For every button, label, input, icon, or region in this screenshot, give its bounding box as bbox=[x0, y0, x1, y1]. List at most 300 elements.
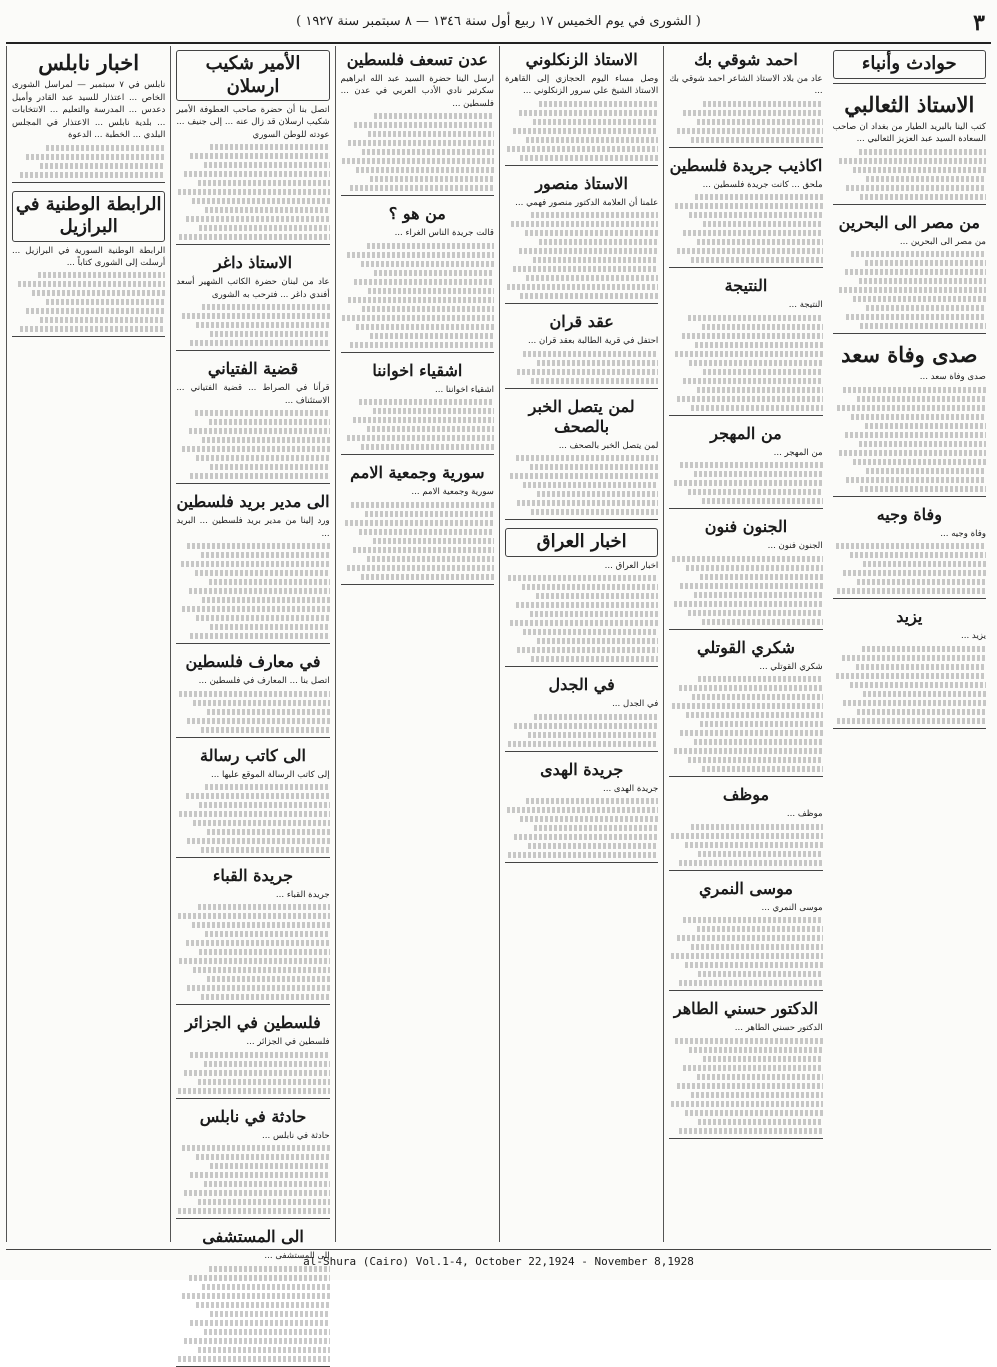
text-line bbox=[672, 703, 822, 709]
text-line bbox=[348, 140, 494, 146]
text-line bbox=[40, 163, 166, 169]
article-body: اخبار العراق ... bbox=[604, 560, 659, 571]
text-line bbox=[347, 565, 494, 571]
article-headline: سورية وجمعية الامم bbox=[350, 463, 485, 483]
text-line bbox=[342, 315, 494, 321]
article-divider bbox=[833, 598, 986, 599]
text-line bbox=[698, 676, 822, 682]
article-headline: في معارف فلسطين bbox=[185, 652, 321, 672]
text-line bbox=[368, 288, 494, 294]
text-line bbox=[361, 574, 494, 580]
text-line bbox=[46, 299, 166, 305]
article-divider bbox=[341, 584, 494, 585]
text-line bbox=[202, 304, 329, 310]
text-line bbox=[688, 315, 823, 321]
article-divider bbox=[341, 195, 494, 196]
text-line bbox=[860, 194, 986, 200]
article-divider bbox=[505, 751, 658, 752]
text-line bbox=[187, 838, 330, 844]
text-line bbox=[862, 646, 986, 652]
article bbox=[176, 1013, 329, 1098]
text-line bbox=[361, 444, 494, 450]
article bbox=[669, 424, 822, 509]
text-line bbox=[210, 464, 330, 470]
article-divider bbox=[176, 1218, 329, 1219]
text-line bbox=[374, 113, 494, 119]
text-line bbox=[198, 904, 330, 910]
text-line bbox=[198, 1079, 330, 1085]
article-body: احتفل في قرية الطالبة بعقد قران ... bbox=[528, 336, 659, 347]
article-body: عاد من لبنان حضرة الكاتب الشهير أسعد أفندي داغر ... فترحب به الشورى bbox=[176, 277, 330, 300]
article-body: لمن يتصل الخبر بالصحف ... bbox=[558, 440, 659, 451]
text-line bbox=[698, 971, 822, 977]
article-body: موسى النمري ... bbox=[761, 902, 823, 913]
text-line bbox=[367, 426, 494, 432]
text-line bbox=[196, 322, 329, 328]
text-line bbox=[205, 931, 329, 937]
text-line bbox=[679, 685, 823, 691]
article-divider bbox=[176, 1098, 329, 1099]
article-headline: الدكتور حسني الطاهر bbox=[673, 999, 819, 1019]
text-line bbox=[507, 146, 659, 152]
text-line bbox=[353, 547, 494, 553]
article-headline: فلسطين في الجزائر bbox=[185, 1013, 321, 1033]
article-body: ارسل الينا حضرة السيد عبد الله ابراهيم سكرتير نادي الأدب العربي في عدن ... فلسطين ... bbox=[340, 74, 494, 109]
article-divider bbox=[833, 83, 986, 84]
article-headline: موسى النمري bbox=[699, 878, 793, 898]
article bbox=[176, 866, 329, 1005]
text-line bbox=[689, 360, 822, 366]
article bbox=[176, 652, 329, 737]
text-line bbox=[700, 574, 823, 580]
text-line bbox=[186, 793, 330, 799]
text-line bbox=[675, 203, 822, 209]
text-line bbox=[836, 673, 986, 679]
text-line bbox=[508, 852, 658, 858]
article-divider bbox=[669, 629, 822, 630]
article-divider bbox=[176, 483, 329, 484]
article bbox=[176, 253, 329, 351]
text-line bbox=[350, 185, 494, 191]
article-headline: احمد شوقي بك bbox=[694, 50, 798, 69]
text-line bbox=[837, 405, 986, 411]
text-line bbox=[20, 172, 166, 178]
text-line bbox=[531, 212, 658, 218]
text-line bbox=[18, 281, 165, 287]
article-body: قرأنا في الصراط ... قضية الفتياني ... الاستئناف ... bbox=[176, 383, 330, 406]
text-line bbox=[520, 816, 658, 822]
article-headline: من المهجر bbox=[710, 423, 782, 443]
text-line bbox=[859, 278, 986, 284]
text-line bbox=[202, 437, 329, 443]
text-line bbox=[373, 408, 494, 414]
text-line bbox=[686, 712, 822, 718]
text-line bbox=[205, 784, 329, 790]
article bbox=[341, 361, 494, 455]
text-line bbox=[184, 1190, 330, 1196]
article-divider bbox=[669, 147, 822, 148]
text-line bbox=[186, 940, 330, 946]
text-line bbox=[843, 570, 986, 576]
article-body: فلسطين في الجزائر ... bbox=[246, 1037, 330, 1048]
text-line bbox=[207, 709, 330, 715]
text-line bbox=[347, 252, 494, 258]
text-line bbox=[677, 128, 823, 134]
article-headline: عقد قران bbox=[549, 312, 614, 332]
text-line bbox=[866, 176, 986, 182]
article-headline: حوادث وأنباء bbox=[833, 50, 986, 79]
text-line bbox=[537, 491, 658, 497]
text-line bbox=[691, 137, 823, 143]
article-body: يزيد ... bbox=[961, 631, 986, 642]
text-line bbox=[190, 633, 330, 639]
article-body: كتب الينا بالبريد الطيار من بغداد ان صاحب السعادة السيد عبد العزيز الثعالبي ... bbox=[832, 121, 986, 145]
text-line bbox=[688, 757, 823, 763]
text-line bbox=[210, 144, 330, 150]
article-divider bbox=[176, 737, 329, 738]
text-line bbox=[671, 953, 823, 959]
article-body: في الجدل ... bbox=[612, 699, 659, 710]
text-line bbox=[351, 502, 494, 508]
text-line bbox=[853, 459, 986, 465]
text-line bbox=[365, 511, 494, 517]
article bbox=[833, 607, 986, 728]
text-line bbox=[520, 293, 658, 299]
article-headline: جريدة القباء bbox=[212, 865, 294, 885]
text-line bbox=[201, 994, 330, 1000]
text-line bbox=[683, 230, 823, 236]
text-line bbox=[182, 446, 329, 452]
text-line bbox=[703, 1056, 823, 1062]
text-line bbox=[694, 739, 823, 745]
article-headline: الاستاذ الثعالبي bbox=[844, 91, 975, 117]
text-line bbox=[370, 176, 494, 182]
text-line bbox=[210, 1311, 330, 1317]
text-line bbox=[204, 1329, 330, 1335]
text-line bbox=[683, 917, 823, 923]
text-line bbox=[534, 714, 658, 720]
text-line bbox=[697, 387, 823, 393]
article-headline: صدى وفاة سعد bbox=[841, 342, 978, 368]
text-line bbox=[184, 1070, 330, 1076]
text-line bbox=[190, 340, 330, 346]
text-line bbox=[362, 149, 494, 155]
article-divider bbox=[669, 508, 822, 509]
text-line bbox=[189, 588, 330, 594]
article-headline: شكري القوتلي bbox=[697, 637, 795, 657]
text-line bbox=[192, 198, 330, 204]
text-line bbox=[198, 180, 330, 186]
text-line bbox=[356, 167, 494, 173]
article-body: حادثة في نابلس ... bbox=[262, 1130, 330, 1141]
text-line bbox=[688, 489, 823, 495]
text-line bbox=[196, 1302, 329, 1308]
text-line bbox=[853, 296, 986, 302]
article-headline: الاستاذ منصور bbox=[535, 173, 628, 193]
article-body: نابلس في ٧ سبتمبر — لمراسل الشورى الخاص ... اعتذار للسيد عبد القادر وأميل دعدس ... المدرسة والتعليم ... الانتخابات ... بلدية نابلس ... الاعتذار في المجلس البلدي ... الخطبة ... الدعوة bbox=[12, 80, 166, 141]
article bbox=[669, 276, 822, 415]
text-line bbox=[190, 1172, 330, 1178]
text-line bbox=[845, 269, 986, 275]
article bbox=[669, 638, 822, 777]
text-line bbox=[685, 1110, 823, 1116]
article-body: علمنا أن العلامة الدكتور منصور فهمي ... bbox=[515, 197, 659, 208]
article-divider bbox=[669, 990, 822, 991]
article-divider bbox=[505, 165, 658, 166]
text-line bbox=[846, 477, 986, 483]
text-line bbox=[189, 428, 330, 434]
text-line bbox=[677, 248, 823, 254]
text-line bbox=[359, 529, 494, 535]
text-line bbox=[190, 153, 330, 159]
text-line bbox=[856, 664, 986, 670]
text-line bbox=[533, 257, 659, 263]
text-line bbox=[694, 592, 823, 598]
article-headline: قضية الفتياني bbox=[207, 359, 299, 379]
text-line bbox=[863, 691, 986, 697]
text-line bbox=[20, 326, 166, 332]
column-2 bbox=[170, 46, 334, 1262]
article-divider bbox=[833, 204, 986, 205]
text-line bbox=[190, 473, 330, 479]
article-divider bbox=[12, 182, 165, 183]
text-line bbox=[359, 399, 494, 405]
text-line bbox=[374, 270, 494, 276]
text-line bbox=[674, 601, 823, 607]
article bbox=[341, 204, 494, 352]
column-5 bbox=[663, 46, 827, 1242]
text-line bbox=[857, 396, 986, 402]
text-line bbox=[674, 748, 823, 754]
text-line bbox=[199, 225, 329, 231]
text-line bbox=[526, 137, 658, 143]
article-divider bbox=[341, 352, 494, 353]
text-line bbox=[353, 417, 494, 423]
text-line bbox=[526, 275, 658, 281]
text-line bbox=[691, 944, 823, 950]
archive-footer bbox=[6, 1249, 991, 1272]
article bbox=[505, 312, 658, 388]
article-body: ملحق ... كانت جريدة فلسطين ... bbox=[702, 179, 823, 190]
article-body: عاد من بلاد الاستاذ الشاعر احمد شوقي بك ... bbox=[669, 74, 823, 97]
text-line bbox=[32, 290, 165, 296]
text-line bbox=[210, 624, 330, 630]
article-divider bbox=[505, 303, 658, 304]
text-line bbox=[347, 435, 494, 441]
text-line bbox=[516, 455, 659, 461]
text-line bbox=[184, 1338, 330, 1344]
text-line bbox=[204, 1061, 330, 1067]
article-headline: الاستاذ داغر bbox=[213, 253, 293, 273]
text-line bbox=[531, 378, 658, 384]
article bbox=[505, 397, 658, 520]
text-line bbox=[196, 455, 329, 461]
text-line bbox=[511, 221, 658, 227]
text-line bbox=[671, 1101, 823, 1107]
text-line bbox=[362, 306, 494, 312]
text-line bbox=[192, 922, 330, 928]
article bbox=[176, 746, 329, 858]
text-line bbox=[361, 261, 494, 267]
article-headline: لمن يتصل الخبر بالصحف bbox=[528, 396, 635, 436]
text-line bbox=[196, 1154, 329, 1160]
text-line bbox=[533, 119, 659, 125]
article-headline: الجنون فنون bbox=[704, 517, 788, 537]
text-line bbox=[683, 110, 823, 116]
text-line bbox=[685, 962, 823, 968]
text-line bbox=[207, 829, 330, 835]
text-line bbox=[201, 727, 330, 733]
text-line bbox=[46, 145, 166, 151]
text-line bbox=[674, 480, 823, 486]
text-line bbox=[537, 638, 658, 644]
article bbox=[505, 174, 658, 304]
article bbox=[505, 675, 658, 751]
text-line bbox=[519, 110, 659, 116]
text-line bbox=[189, 1275, 330, 1281]
text-line bbox=[373, 538, 494, 544]
article-headline: اشقياء اخواننا bbox=[372, 360, 463, 380]
article-divider bbox=[341, 454, 494, 455]
column-1 bbox=[6, 46, 170, 1242]
text-line bbox=[517, 369, 658, 375]
text-line bbox=[859, 149, 986, 155]
text-line bbox=[517, 647, 658, 653]
text-line bbox=[182, 606, 329, 612]
article-headline: من مصر الى البحرين bbox=[838, 212, 980, 232]
article bbox=[833, 92, 986, 205]
text-line bbox=[179, 691, 329, 697]
text-line bbox=[210, 1163, 330, 1169]
text-line bbox=[523, 629, 658, 635]
text-line bbox=[702, 766, 823, 772]
column-4 bbox=[499, 46, 663, 1242]
article-divider bbox=[669, 1138, 822, 1139]
text-line bbox=[209, 579, 330, 585]
text-line bbox=[198, 1199, 330, 1205]
text-line bbox=[342, 158, 494, 164]
text-line bbox=[195, 570, 330, 576]
article-body: وصل مساء اليوم الحجازي إلى القاهرة الاستاذ الشيخ علي سرور الزنكلوني ... bbox=[504, 74, 659, 97]
text-line bbox=[178, 189, 330, 195]
text-line bbox=[531, 509, 658, 515]
article bbox=[176, 492, 329, 644]
text-line bbox=[839, 158, 986, 164]
article-headline: من هو ؟ bbox=[388, 204, 446, 224]
page-number: ٣ bbox=[973, 10, 985, 36]
text-line bbox=[519, 248, 659, 254]
text-line bbox=[703, 221, 823, 227]
article-body: من المهجر ... bbox=[773, 447, 823, 458]
article bbox=[505, 760, 658, 863]
text-line bbox=[850, 682, 986, 688]
article bbox=[12, 50, 165, 183]
text-line bbox=[367, 243, 494, 249]
text-line bbox=[530, 464, 659, 470]
article-body: الرابطة الوطنية السورية في البرازيل ... أرسلت إلى الشورى كتاباً ... bbox=[12, 245, 166, 268]
text-line bbox=[198, 1347, 330, 1353]
article-divider bbox=[505, 388, 658, 389]
text-line bbox=[680, 462, 823, 468]
text-line bbox=[702, 498, 823, 504]
text-line bbox=[368, 131, 494, 137]
text-line bbox=[525, 230, 658, 236]
text-line bbox=[695, 342, 822, 348]
text-line bbox=[857, 709, 986, 715]
text-line bbox=[702, 619, 823, 625]
text-line bbox=[528, 843, 658, 849]
text-line bbox=[692, 694, 822, 700]
text-line bbox=[683, 1065, 823, 1071]
text-line bbox=[686, 565, 822, 571]
text-line bbox=[702, 324, 823, 330]
article-divider bbox=[12, 336, 165, 337]
text-line bbox=[836, 543, 986, 549]
text-line bbox=[863, 561, 986, 567]
article-headline: الأمير شكيب ارسلان bbox=[176, 50, 329, 101]
article bbox=[669, 785, 822, 870]
article bbox=[669, 156, 822, 268]
text-line bbox=[865, 260, 986, 266]
article bbox=[669, 50, 822, 148]
article bbox=[12, 191, 165, 338]
article-body: موظف ... bbox=[786, 809, 823, 820]
text-line bbox=[522, 584, 658, 590]
text-line bbox=[178, 913, 330, 919]
article-body: النتيجة ... bbox=[788, 300, 823, 311]
article-body: إلى كاتب الرسالة الموقع عليها ... bbox=[211, 769, 330, 780]
text-line bbox=[26, 308, 166, 314]
archive-citation: al-Shura (Cairo) Vol.1-4, October 22,1924 - November 8,1928 bbox=[303, 1254, 694, 1268]
column-3 bbox=[335, 46, 499, 1242]
article-divider bbox=[833, 728, 986, 729]
article bbox=[176, 50, 329, 245]
article-body: اشقياء اخواننا ... bbox=[435, 384, 494, 395]
text-line bbox=[679, 980, 823, 986]
article-body: إلى المستشفى ... bbox=[264, 1251, 330, 1262]
article-divider bbox=[176, 643, 329, 644]
text-line bbox=[851, 414, 986, 420]
text-line bbox=[539, 239, 659, 245]
text-line bbox=[182, 1293, 329, 1299]
text-line bbox=[508, 575, 658, 581]
article-body: ورد إلينا من مدير بريد فلسطين ... البريد ... bbox=[176, 516, 330, 539]
text-line bbox=[530, 611, 659, 617]
text-line bbox=[26, 154, 166, 160]
text-line bbox=[193, 820, 329, 826]
article-divider bbox=[669, 415, 822, 416]
text-line bbox=[679, 1128, 823, 1134]
article-body: جريدة القباء ... bbox=[275, 889, 330, 900]
text-line bbox=[837, 718, 986, 724]
text-line bbox=[695, 194, 822, 200]
text-line bbox=[195, 410, 330, 416]
text-line bbox=[187, 543, 330, 549]
text-line bbox=[691, 1092, 823, 1098]
article bbox=[833, 505, 986, 599]
text-line bbox=[510, 620, 659, 626]
text-line bbox=[517, 500, 658, 506]
article-body: جريدة الهدى ... bbox=[602, 783, 659, 794]
text-line bbox=[843, 387, 986, 393]
article bbox=[341, 50, 494, 196]
text-line bbox=[516, 602, 659, 608]
article-divider bbox=[669, 870, 822, 871]
article-divider bbox=[833, 333, 986, 334]
text-line bbox=[691, 257, 823, 263]
text-line bbox=[537, 360, 658, 366]
article-divider bbox=[176, 857, 329, 858]
